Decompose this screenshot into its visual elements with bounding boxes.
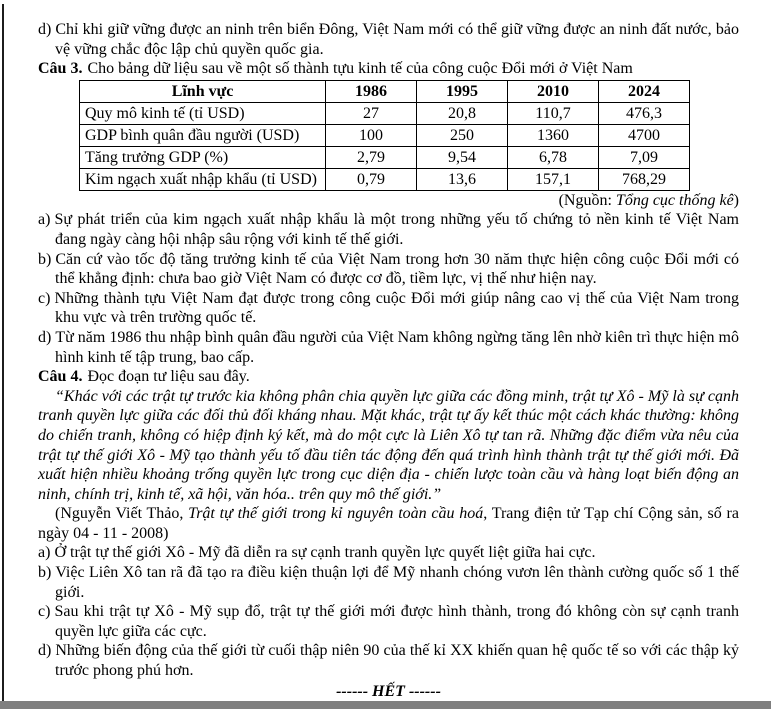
- option-label: d): [38, 642, 52, 660]
- option-label: a): [38, 211, 51, 229]
- table-cell-category: Quy mô kinh tế (tỉ USD): [80, 102, 326, 124]
- option-text: Sau khi trật tự Xô - Mỹ sụp đổ, trật tự thế giới mới được hình thành, trong đó không còn sự cạnh tranh quyền lực giữa các cực.: [54, 603, 739, 640]
- source-title: Tổng cục thống kê: [615, 191, 734, 209]
- option-label: d): [38, 328, 52, 346]
- table-cell-value: 768,29: [599, 168, 690, 190]
- question4-option-a: [38, 543, 739, 563]
- document-content: [38, 20, 739, 701]
- table-cell-category: GDP bình quân đầu người (USD): [80, 124, 326, 146]
- option-text: Những thành tựu Việt Nam đạt được trong công cuộc Đổi mới giúp nâng cao vị thế của Việt Nam trong khu vực và trên trường quốc tế.: [54, 289, 739, 327]
- table-cell-category: Kim ngạch xuất nhập khẩu (tỉ USD): [80, 168, 326, 190]
- question3-number: Câu 3.: [38, 60, 83, 78]
- table-cell-value: 7,09: [599, 146, 690, 168]
- table-cell-value: 13,6: [417, 168, 508, 190]
- statement-item-d-top: [38, 20, 739, 59]
- option-text: Từ năm 1986 thu nhập bình quân đầu người của Việt Nam không ngừng tăng lên nhờ kiên trì thực hiện mô hình kinh tế tập trung, bao cấp.: [55, 328, 739, 366]
- table-cell-value: 1360: [508, 124, 599, 146]
- table-row: [80, 146, 690, 168]
- table-cell-value: 476,3: [599, 102, 690, 124]
- quote-paragraph: “Khác với các trật tự trước kia không phân chia quyền lực giữa các đồng minh, trật tự Xô - Mỹ là sự cạnh tranh quyền lực giữa các đối thủ đối kháng nhau. Mặt khác, trật tự ấy kết thúc một cách khác thường: không do chiến tranh, không có hiệp định ký kết, mà do một cực là Liên Xô tự tan rã. Những đặc điểm vừa nêu của trật tự thế giới Xô - Mỹ tạo thành yếu tố đầu tiên tác động đến quá trình hình thành trật tự thế giới mới. Đã xuất hiện nhiều khoảng trống quyền lực trong cục diện địa - chiến lược toàn cầu và hàng loạt biến động an ninh, chính trị, kinh tế, xã hội, văn hóa.. trên quy mô thế giới.”: [38, 387, 739, 503]
- option-text: Sự phát triển của kim ngạch xuất nhập khẩu là một trong những yếu tố chứng tỏ nền kinh tế Việt Nam đang ngày càng hội nhập sâu rộng với kinh tế thế giới.: [54, 211, 739, 248]
- table-cell-value: 110,7: [508, 102, 599, 124]
- option-label: b): [38, 250, 52, 268]
- option-text: Những biến động của thế giới từ cuối thập niên 90 của thế kỉ XX khiến quan hệ quốc tế so với các thập kỷ trước phong phú hơn.: [55, 642, 739, 680]
- option-label: c): [38, 289, 51, 307]
- source-suffix: ): [733, 191, 739, 209]
- table-cell-value: 0,79: [326, 168, 417, 190]
- end-marker: ------ HẾT ------: [336, 682, 441, 700]
- table-row: [80, 124, 690, 146]
- question4-option-d: [38, 641, 739, 680]
- question4-number: Câu 4.: [38, 368, 83, 386]
- table-cell-category: Tăng trưởng GDP (%): [80, 146, 326, 168]
- table-cell-value: 20,8: [417, 102, 508, 124]
- option-text: Ở trật tự thế giới Xô - Mỹ đã diễn ra sự cạnh tranh quyền lực quyết liệt giữa hai cực.: [54, 544, 596, 562]
- table-cell-value: 4700: [599, 124, 690, 146]
- question3-heading: [38, 59, 739, 79]
- table-cell-value: 6,78: [508, 146, 599, 168]
- question4-option-c: [38, 602, 739, 641]
- option-label: b): [38, 564, 52, 582]
- table-source-note: [38, 191, 739, 211]
- table-cell-value: 250: [417, 124, 508, 146]
- page-left-border: [2, 4, 4, 702]
- question4-heading: [38, 367, 739, 387]
- option-label: c): [38, 603, 51, 621]
- citation-suffix: , Trang điện tử Tạp chí Cộng sản, số ra ngày 04 - 11 - 2008): [38, 505, 739, 542]
- table-header-cell: Lĩnh vực: [80, 80, 326, 102]
- table-header-cell: 1995: [417, 80, 508, 102]
- table-row: [80, 168, 690, 190]
- option-text: Căn cứ vào tốc độ tăng trưởng kinh tế của Việt Nam trong hơn 30 năm thực hiện công cuộc Đổi mới có thể khẳng định: chưa bao giờ Việt Nam có được cơ đồ, tiềm lực, vị thế như hiện nay.: [55, 250, 739, 288]
- citation: [38, 504, 739, 543]
- table-header-row: [80, 80, 690, 102]
- citation-prefix: (Nguyễn Viết Thảo,: [55, 505, 189, 523]
- option-label: a): [38, 544, 51, 562]
- table-header-cell: 2024: [599, 80, 690, 102]
- citation-title: Trật tự thế giới trong kỉ nguyên toàn cầu hoá: [188, 505, 484, 523]
- question4-option-b: [38, 563, 739, 602]
- table-cell-value: 9,54: [417, 146, 508, 168]
- question4-prompt: Đọc đoạn tư liệu sau đây.: [87, 368, 250, 386]
- table-cell-value: 100: [326, 124, 417, 146]
- table-cell-value: 27: [326, 102, 417, 124]
- question3-prompt: Cho bảng dữ liệu sau về một số thành tựu kinh tế của công cuộc Đổi mới ở Việt Nam: [87, 60, 633, 78]
- table-cell-value: 2,79: [326, 146, 417, 168]
- table-cell-value: 157,1: [508, 168, 599, 190]
- table-header-cell: 2010: [508, 80, 599, 102]
- workspace-bottom-bar: [0, 701, 771, 709]
- table-header-cell: 1986: [326, 80, 417, 102]
- table-row: [80, 102, 690, 124]
- question3-option-a: [38, 210, 739, 249]
- question3-option-b: [38, 250, 739, 289]
- question3-option-c: [38, 289, 739, 328]
- statement-label: d): [38, 21, 52, 38]
- option-text: Việc Liên Xô tan rã đã tạo ra điều kiện thuận lợi để Mỹ nhanh chóng vươn lên thành cường quốc số 1 thế giới.: [55, 564, 739, 601]
- stats-table: [79, 80, 690, 191]
- source-prefix: (Nguồn:: [558, 191, 616, 209]
- statement-text: Chỉ khi giữ vững được an ninh trên biển Đông, Việt Nam mới có thể giữ vững được an ninh đất nước, bảo vệ vững chắc độc lập chủ quyền quốc gia.: [55, 21, 739, 58]
- question3-option-d: [38, 328, 739, 367]
